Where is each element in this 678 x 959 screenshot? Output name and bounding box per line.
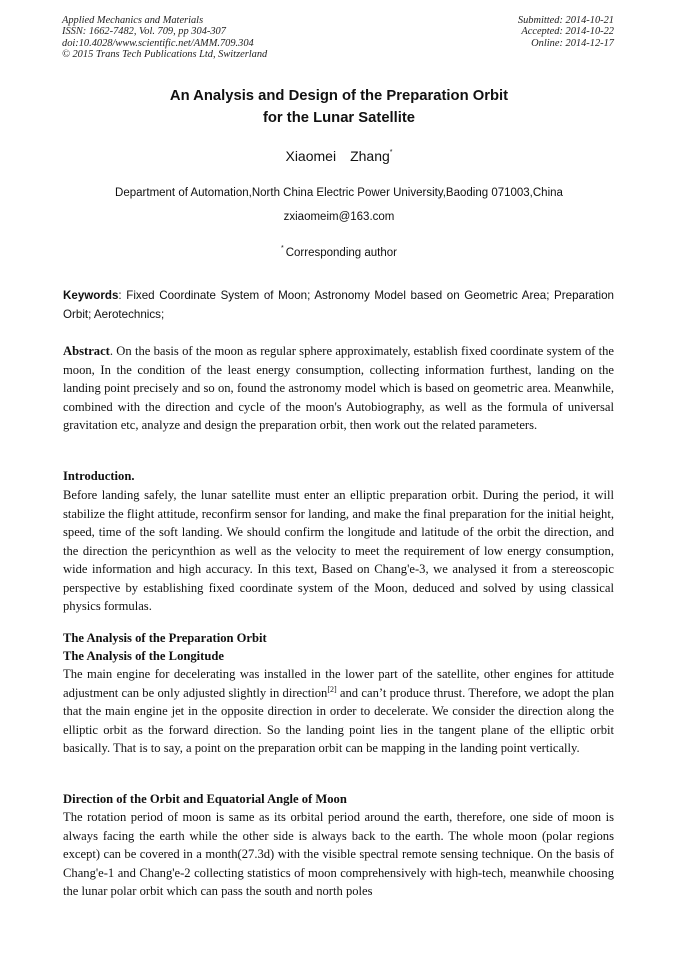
- affiliation: Department of Automation,North China Electric Power University,Baoding 071003,China: [115, 187, 563, 199]
- journal-info: [62, 15, 267, 61]
- analysis-section-heading: [63, 629, 614, 648]
- longitude-text-part-2: and can’t produce thrust. Therefore, we adopt the plan that the main engine jet in the opposite direction in order to decelerate. We consider the direction along the elliptic orbit as the forward direction. So the landing point lies in the tangent plane of the elliptic orbit basically. That is to say, a point on the preparation orbit can be mapping in the landing point vertically.: [63, 685, 614, 755]
- introduction-heading: [63, 467, 614, 486]
- submitted-date: Submitted: 2014-10-21: [517, 15, 614, 26]
- author-email: zxiaomeim@163.com: [283, 211, 395, 223]
- title-line-2: for the Lunar Satellite: [262, 110, 416, 126]
- copyright-line: © 2015 Trans Tech Publications Ltd, Switzerland: [62, 49, 268, 61]
- analysis-section-heading-text: The Analysis of the Preparation Orbit: [63, 631, 267, 645]
- journal-name: Applied Mechanics and Materials: [62, 15, 204, 26]
- direction-paragraph: The rotation period of moon is same as its orbital period around the earth, therefore, one side of moon is always facing the earth while the other side is always back to the earth. The whole moon (polar regions except) can be covered in a month(27.3d) with the visible spectral remote sensing technique. On the basis of Chang'e-1 and Chang'e-2 collecting statistics of moon comprehensively with high-tech, meanwhile choosing the lunar polar orbit which can pass the south and north poles: [63, 810, 614, 898]
- keywords-text: : Fixed Coordinate System of Moon; Astronomy Model based on Geometric Area; Preparation Orbit; Aerotechnics;: [63, 289, 614, 321]
- longitude-heading-text: The Analysis of the Longitude: [63, 649, 224, 663]
- abstract-text: . On the basis of the moon as regular sphere approximately, establish fixed coordinate system of the moon, In the condition of the least energy consumption, collecting information furthest, landing on the landing point precisely and so on, found the astronomy model which is based on geometric area. Meanwhile, combined with the direction and cycle of the moon's Autobiography, as well as the formula of universal gravitation etc, analyze and design the preparation orbit, then work out the related parameters.: [63, 344, 614, 432]
- direction-heading: [63, 790, 614, 809]
- keywords-paragraph: [63, 287, 614, 324]
- introduction-paragraph: Before landing safely, the lunar satellite must enter an elliptic preparation orbit. During the period, it will stabilize the flight attitude, reconfirm sensor for landing, and make the final preparation for the initial height, speed, time of the soft landing. We should confirm the longitude and latitude of the orbit the direction, and the direction the pericynthion as well as the velocity to meet the requirement of low energy consumption, wide information and high accuracy. In this text, Based on Chang'e-3, we analysed it from a stereoscopic perspective by establishing fixed coordinate system of the Moon, deduced and solved by using classical physics formulas.: [63, 488, 614, 613]
- abstract-paragraph: [63, 342, 614, 435]
- online-date: Online: 2014-12-17: [531, 37, 614, 49]
- corresponding-note: [0, 241, 678, 261]
- corresponding-asterisk: *: [281, 245, 284, 252]
- longitude-heading: [63, 647, 614, 666]
- submission-dates: [518, 15, 614, 49]
- doi-line: doi:10.4028/www.scientific.net/AMM.709.304: [62, 37, 254, 49]
- paper-title: [0, 85, 678, 129]
- longitude-text-part-1: The main engine for decelerating was installed in the lower part of the satellite, other engines for attitude adjustment can be only adjusted slightly in direction: [63, 667, 614, 700]
- author-given-name: Xiaomei: [285, 148, 337, 164]
- abstract-label: Abstract: [63, 344, 110, 358]
- accepted-date: Accepted: 2014-10-22: [521, 26, 614, 38]
- issn-line: ISSN: 1662-7482, Vol. 709, pp 304-307: [62, 26, 226, 38]
- longitude-paragraph: [63, 665, 614, 758]
- author-asterisk: *: [389, 149, 393, 156]
- direction-heading-text: Direction of the Orbit and Equatorial Angle of Moon: [63, 792, 347, 806]
- keywords-label: Keywords: [63, 289, 119, 302]
- title-line-1: An Analysis and Design of the Preparation Orbit: [169, 88, 509, 104]
- corresponding-text: Corresponding author: [285, 247, 397, 259]
- citation-ref: [2]: [327, 684, 337, 694]
- author-line: [0, 144, 678, 165]
- author-family-name: Zhang: [350, 148, 390, 164]
- introduction-heading-text: Introduction.: [63, 469, 135, 483]
